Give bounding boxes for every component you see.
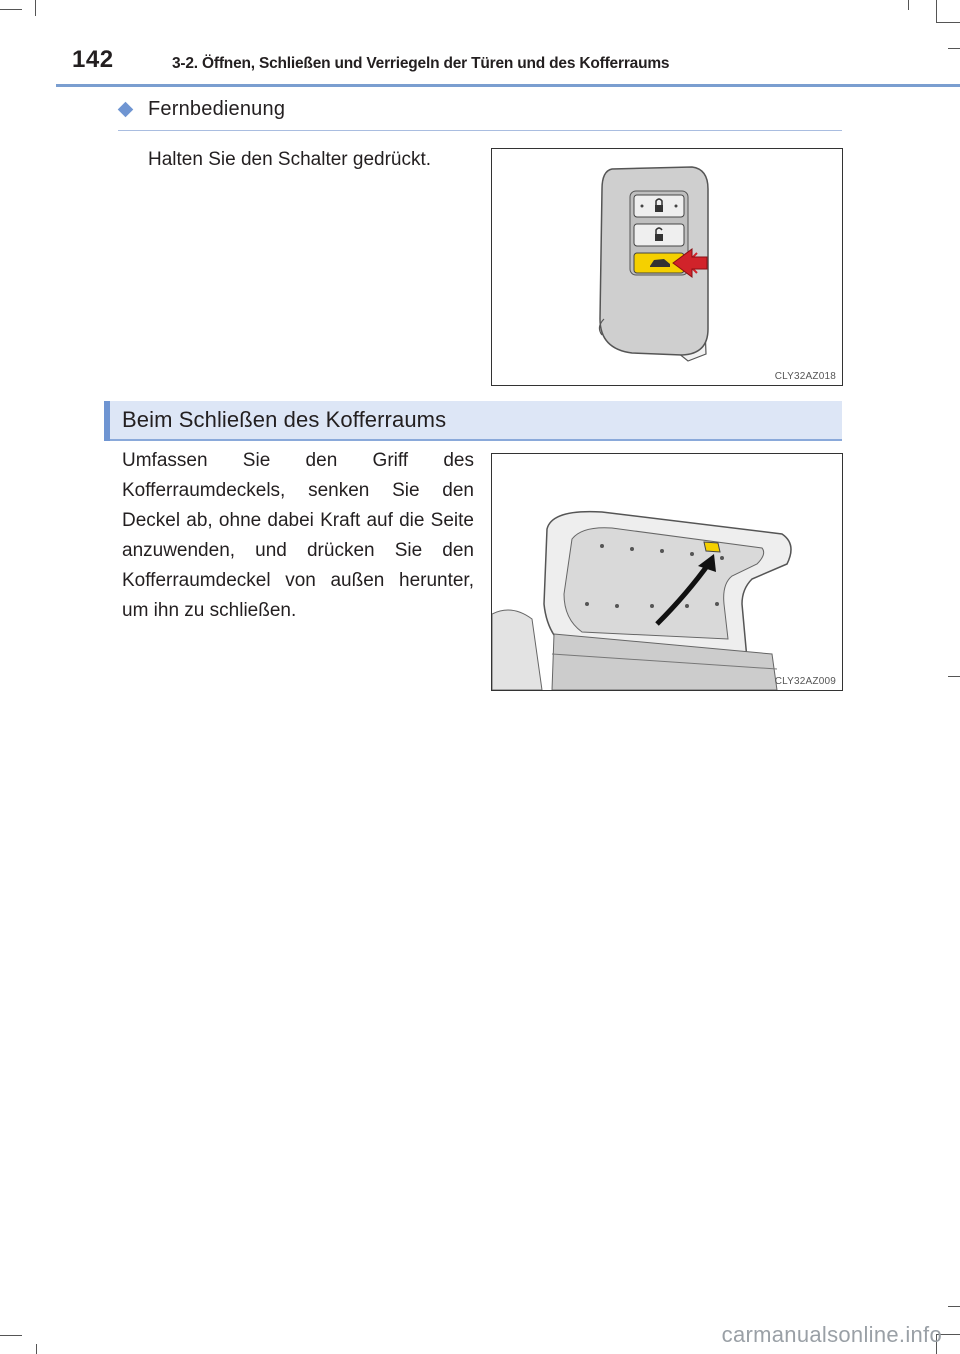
crop-mark bbox=[36, 1344, 37, 1354]
crop-mark bbox=[0, 1335, 22, 1336]
crop-mark bbox=[936, 0, 937, 22]
chapter-title: 3-2. Öffnen, Schließen und Verriegeln der Türen und des Kofferraums bbox=[172, 55, 670, 72]
key-fob-figure bbox=[491, 148, 843, 386]
trunk-lid-figure bbox=[491, 453, 843, 691]
figure-code: CLY32AZ009 bbox=[774, 676, 836, 687]
remote-instruction-text: Halten Sie den Schalter gedrückt. bbox=[148, 149, 432, 170]
crop-mark bbox=[0, 9, 22, 10]
closing-instruction-text: Umfassen Sie den Griff des Kofferraumdeckels, senken Sie den Deckel ab, ohne dabei Kraft auf die Seite anzuwenden, und drücken Sie den Kofferraumdeckel von außen herunter, um ihn zu schließen. bbox=[122, 450, 474, 621]
key-fob-illustration bbox=[492, 149, 842, 385]
diamond-bullet-icon bbox=[118, 102, 134, 118]
crop-mark bbox=[35, 0, 36, 16]
section-heading-bar bbox=[104, 401, 842, 441]
figure-code: CLY32AZ018 bbox=[774, 371, 836, 382]
crop-mark bbox=[948, 676, 960, 677]
crop-mark bbox=[936, 22, 960, 23]
crop-mark bbox=[948, 1306, 960, 1307]
crop-mark bbox=[948, 48, 960, 49]
crop-mark bbox=[908, 0, 909, 10]
sub-heading-fernbedienung bbox=[118, 98, 842, 131]
header-rule bbox=[56, 84, 960, 87]
section-bar-accent bbox=[104, 401, 110, 441]
page-number: 142 bbox=[72, 46, 114, 73]
trunk-lid-illustration bbox=[492, 454, 842, 690]
sub-heading-text: Fernbedienung bbox=[148, 98, 286, 120]
section-title: Beim Schließen des Kofferraums bbox=[122, 407, 447, 432]
watermark: carmanualsonline.info bbox=[721, 1322, 942, 1347]
